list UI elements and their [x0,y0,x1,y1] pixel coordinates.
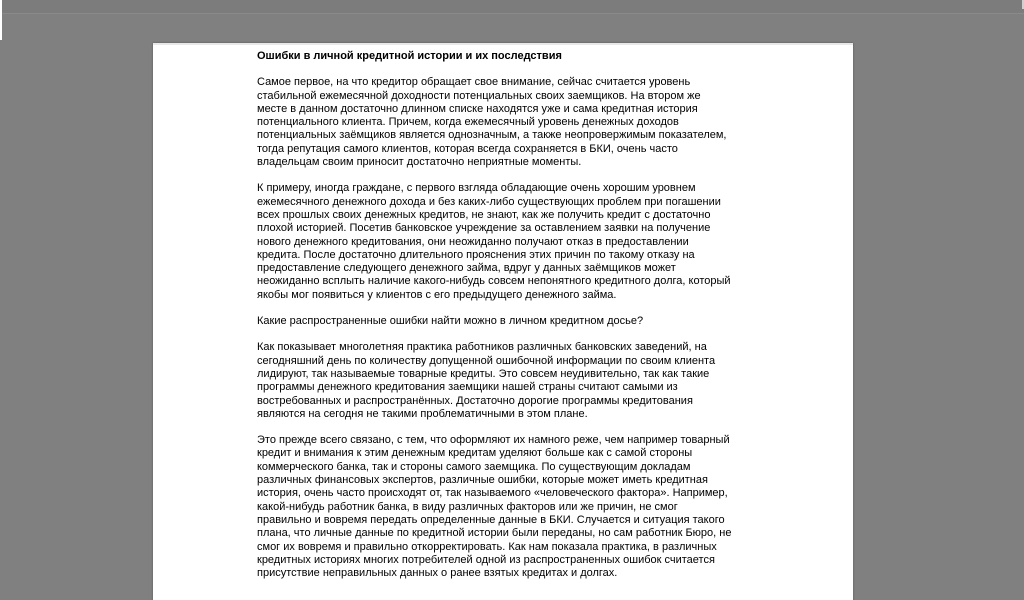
paragraph-2 [257,182,757,302]
text-line: ежемесячного денежного дохода и без каких-либо существующих проблем при погашении [257,195,721,208]
text-line: кредит и внимания к этим денежным кредитам уделяют больше как с самой стороны [257,447,693,460]
text-line: месте в данном достаточно длинном списке находятся уже и сама кредитная история [257,102,698,115]
viewer-top-strip [0,0,1024,14]
document-page[interactable] [153,43,853,600]
text-line: кредита. После достаточно длительного прояснения этих причин по такому отказу на [257,248,695,261]
text-line: плохой историей. Посетив банковское учреждение за оставлением заявки на получение [257,222,711,235]
text-line: правильно и вовремя передать определенные данные в БКИ. Случается и ситуация такого [257,513,725,526]
section-heading [257,315,757,328]
text-line: Какие распространенные ошибки найти можно в личном кредитном досье? [257,315,644,328]
text-line: востребованных и распространённых. Достаточно дорогие программы кредитования [257,394,693,407]
paragraph-1 [257,76,757,169]
text-line: потенциального клиента. Причем, когда ежемесячный уровень денежных доходов [257,116,679,129]
text-line: неожиданно всплыть наличие какого-нибудь совсем непонятного кредитного долга, который [257,275,731,288]
text-line: какой-нибудь работник банка, в виду различных факторов или же причин, не смог [257,500,678,513]
text-line: нового денежного кредитования, они неожиданно получают отказ в предоставлении [257,235,689,248]
viewer-left-edge [0,0,2,40]
text-line: сегодняшний день по количеству допущенной ошибочной информации по своим клиента [257,354,716,367]
text-line: Самое первое, на что кредитор обращает свое внимание, сейчас считается уровень [257,76,691,89]
text-line: потенциальных заёмщиков является однозначным, а также неопровержимым показателем, [257,129,727,142]
text-line: различных финансовых экспертов, различные ошибки, которые может иметь кредитная [257,474,708,487]
text-line: присутствие неправильных данных о ранее взятых кредитах и долгах. [257,567,618,580]
text-line: тогда репутация самого клиентов, которая всегда сохраняется в БКИ, очень часто [257,142,678,155]
text-line: история, очень часто происходят от, так называемого «человеческого фактора». Например, [257,487,728,500]
text-line: всех прошлых своих денежных кредитов, не знают, как же получить кредит с достаточно [257,208,711,221]
paragraph-4 [257,434,757,580]
text-line: Это прежде всего связано, с тем, что оформляют их намного реже, чем например товарный [257,434,730,447]
text-line: программы денежного кредитования заемщики нашей страны считают самыми из [257,381,678,394]
text-line: плана, что личные данные по кредитной истории были переданы, но сам работник Бюро, не [257,527,732,540]
text-line: К примеру, иногда граждане, с первого взгляда обладающие очень хорошим уровнем [257,182,696,195]
text-line: предоставление следующего денежного займа, вдруг у данных заёмщиков может [257,262,676,275]
page-content [257,50,757,593]
text-line: лидируют, так называемые товарные кредиты. Это совсем неудивительно, так как такие [257,367,710,380]
text-line: смог их вовремя и правильно откорректировать. Как нам показала практика, в различных [257,540,717,553]
paragraph-3 [257,341,757,421]
text-line: стабильной ежемесячной доходности потенциальных своих заемщиков. На втором же [257,89,701,102]
text-line: Как показывает многолетняя практика работников различных банковских заведений, на [257,341,707,354]
text-line: якобы мог появиться у клиентов с его предыдущего денежного займа. [257,288,617,301]
text-line: являются на сегодня не такими проблематичными в этом плане. [257,407,588,420]
document-title: Ошибки в личной кредитной истории и их последствия [257,50,562,62]
text-line: коммерческого банка, так и стороны самого заемщика. По существующим докладам [257,460,691,473]
text-line: кредитных историях многих потребителей одной из распространенных ошибок считается [257,553,715,566]
text-line: владельцам своим приносит достаточно неприятные моменты. [257,156,582,169]
